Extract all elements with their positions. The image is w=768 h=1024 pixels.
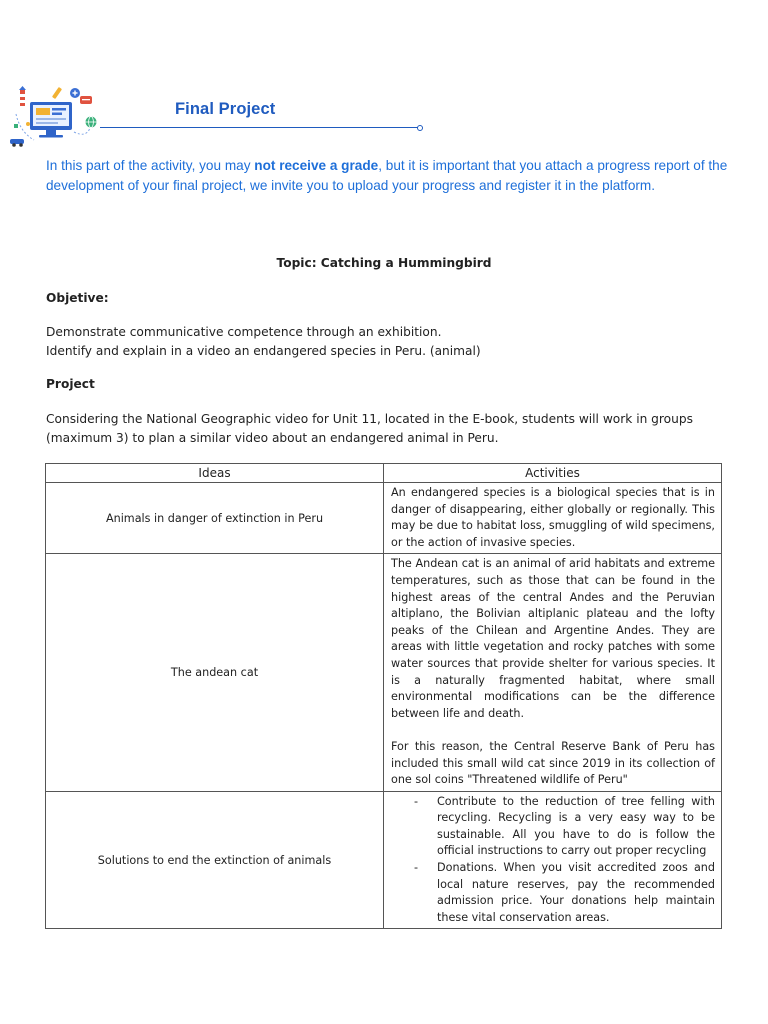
page-title: Final Project: [175, 100, 276, 118]
activity-text: The Andean cat is an animal of arid habitats and extreme temperatures, such as those that can be found in the highest areas of the central Andes and the Peruvian altiplano, the Bolivian altiplanic plateau and the lofty peaks of the Chilean and Argentine Andes. They are areas with little vegetation and rocky patches with some water sources that provide shelter for various species. It is a naturally fragmented habitat, where small environmental modifications can be the difference between life and death.: [391, 557, 715, 720]
activity-text: An endangered species is a biological species that is in danger of disappearing, either globally or regionally. This may be due to habitat loss, smuggling of wild specimens, or the action of invasive species.: [391, 486, 715, 549]
objective-heading: Objetive:: [46, 291, 109, 305]
column-header-activities: Activities: [384, 464, 722, 483]
intro-text-start: In this part of the activity, you may: [46, 158, 255, 173]
objective-text: [46, 323, 726, 360]
topic-heading: Topic: Catching a Hummingbird: [276, 256, 492, 270]
intro-text-end: , but it is important that you attach a progress report of the development of your final project, we invite you to upload your progress and register it in the platform.: [46, 158, 728, 193]
project-illustration-icon: [6, 84, 100, 150]
project-heading: Project: [46, 377, 95, 391]
project-text: Considering the National Geographic video for Unit 11, located in the E-book, students will work in groups (maximum 3) to plan a similar video about an endangered animal in Peru.: [46, 412, 693, 445]
table-row: [46, 483, 722, 554]
table-header-row: [46, 464, 722, 483]
activity-cell: [384, 554, 722, 791]
table-row: [46, 791, 722, 929]
solutions-list: [391, 794, 715, 927]
list-item: - Donations. When you visit accredited zoos and local nature reserves, pay the recommended admission price. Your donations help maintain these vital conservation areas.: [391, 860, 715, 926]
title-underline: [100, 127, 418, 128]
idea-cell: Animals in danger of extinction in Peru: [46, 483, 384, 554]
activity-text: For this reason, the Central Reserve Bank of Peru has included this small wild cat since 2019 in its collection of one sol coins "Threatened wildlife of Peru": [391, 739, 715, 787]
activity-cell: [384, 483, 722, 554]
idea-cell: Solutions to end the extinction of animals: [46, 791, 384, 929]
column-header-ideas: Ideas: [46, 464, 384, 483]
objective-line: Demonstrate communicative competence through an exhibition.: [46, 325, 442, 339]
title-underline-end-dot: [417, 125, 423, 131]
activity-cell: [384, 791, 722, 929]
ideas-activities-table: [45, 463, 722, 929]
intro-text-bold: not receive a grade: [254, 158, 379, 173]
idea-cell: The andean cat: [46, 554, 384, 791]
list-item: - Contribute to the reduction of tree felling with recycling. Recycling is a very easy way to be sustainable. All you have to do is follow the official instructions to carry out proper recycling: [391, 794, 715, 860]
table-row: [46, 554, 722, 791]
intro-paragraph: [46, 156, 736, 195]
objective-line: Identify and explain in a video an endangered species in Peru. (animal): [46, 343, 481, 358]
